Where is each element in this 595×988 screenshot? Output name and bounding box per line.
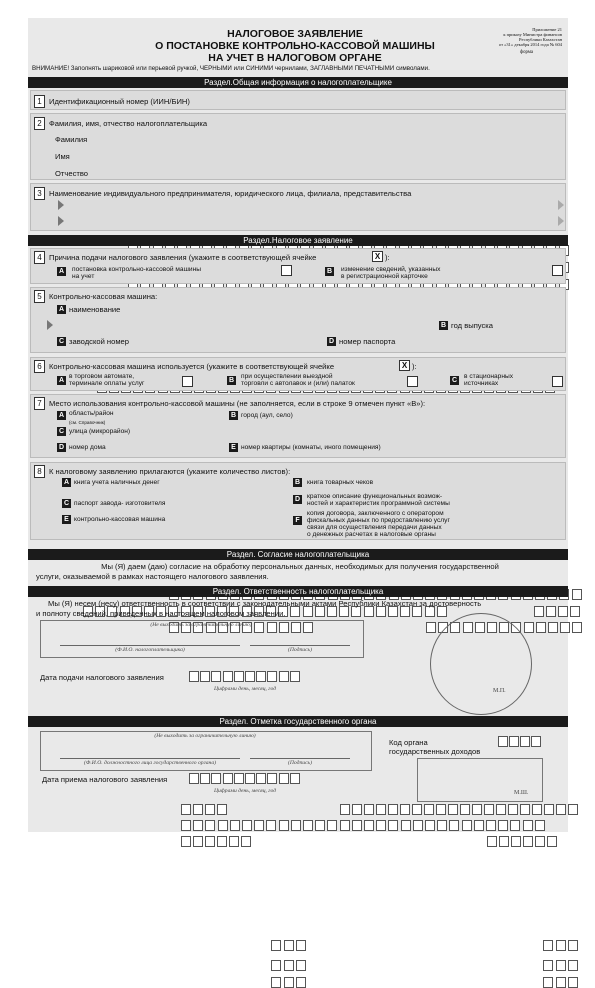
usage-b-checkbox[interactable] <box>407 376 418 387</box>
char-cell[interactable] <box>284 977 294 988</box>
reason-label-tail: ): <box>385 253 390 262</box>
char-cell[interactable] <box>376 820 386 831</box>
name-label: Имя <box>55 152 70 161</box>
char-cell[interactable] <box>200 773 210 784</box>
city-label: город (аул, село) <box>241 412 293 419</box>
passport-label: номер паспорта <box>339 337 396 346</box>
char-cell[interactable] <box>568 940 578 951</box>
char-cell[interactable] <box>543 960 553 971</box>
char-cell[interactable] <box>271 960 281 971</box>
char-cell[interactable] <box>532 804 542 815</box>
char-cell[interactable] <box>284 940 294 951</box>
location-label: Место использования контрольно-кассовой машины (не заполняется, если в строке 9 отмечен пункт «В»): <box>49 399 426 408</box>
fio-line <box>60 645 240 646</box>
usage-label: Контрольно-кассовая машина используется (укажите в соответствующей ячейке <box>49 362 335 371</box>
consent-text: Мы (Я) даем (даю) согласие на обработку персональных данных, необходимых для получения государственной услуги, оказываемой в рамках настоящего налогового заявления. <box>36 562 499 581</box>
patronymic-label: Отчество <box>55 169 89 178</box>
char-cell[interactable] <box>508 804 518 815</box>
option-letter: A <box>58 412 65 419</box>
arrow-right-icon <box>558 200 564 210</box>
char-cell[interactable] <box>486 820 496 831</box>
section-consent-bar: Раздел. Согласие налогоплательщика <box>28 549 568 560</box>
char-cell[interactable] <box>279 773 289 784</box>
arrow-right-icon <box>558 216 564 226</box>
char-cell[interactable] <box>543 940 553 951</box>
char-cell[interactable] <box>496 804 506 815</box>
row-number: 3 <box>34 187 45 200</box>
reason-b-checkbox[interactable] <box>552 265 563 276</box>
stamp-circle <box>430 613 532 715</box>
char-cell[interactable] <box>205 820 215 831</box>
char-cell[interactable] <box>245 773 255 784</box>
arrow-right-icon <box>58 200 64 210</box>
region-sublabel: (см. Справочник) <box>69 420 106 425</box>
x-mark-example: X <box>372 251 383 262</box>
serial-label: заводской номер <box>69 337 130 346</box>
row-number: 2 <box>34 117 45 130</box>
accept-date-label: Дата приема налогового заявления <box>42 775 168 784</box>
seal-label: М.Ш. <box>514 790 529 796</box>
option-letter: D <box>294 496 301 503</box>
char-cell[interactable] <box>296 960 306 971</box>
section-gov-bar: Раздел. Отметка государственного органа <box>28 716 568 727</box>
attach-a-text: книга учета наличных денег <box>74 479 160 486</box>
char-cell[interactable] <box>340 804 350 815</box>
char-cell[interactable] <box>211 671 221 682</box>
char-cell[interactable] <box>523 820 533 831</box>
surname-label: Фамилия <box>55 135 88 144</box>
row-1-iin <box>30 90 566 110</box>
char-cell[interactable] <box>291 820 301 831</box>
char-cell[interactable] <box>279 671 289 682</box>
attach-f-text: копия договора, заключенного с оператором фискальных данных по предоставлению услуг связи для осуществления передачи данных о денежных расчетах в налоговые органы <box>307 510 450 538</box>
char-cell[interactable] <box>570 606 580 617</box>
char-cell[interactable] <box>436 804 446 815</box>
row-number: 8 <box>34 465 45 478</box>
option-letter: A <box>63 479 70 486</box>
option-letter: E <box>62 515 71 524</box>
char-cell[interactable] <box>400 804 410 815</box>
char-cell[interactable] <box>193 820 203 831</box>
char-cell[interactable] <box>296 977 306 988</box>
usage-b-text: при осуществлении выездной торговли с автолавок и (или) палаток <box>241 373 355 387</box>
option-b-text: изменение сведений, указанных в регистрационной карточке <box>341 266 441 280</box>
char-cell[interactable] <box>556 977 566 988</box>
option-letter: B <box>440 322 447 329</box>
usage-a-text: в торговом автомате, терминале оплаты услуг <box>69 373 145 387</box>
char-cell[interactable] <box>303 820 313 831</box>
option-letter: C <box>63 500 70 507</box>
official-signature-line <box>250 758 350 759</box>
char-cell[interactable] <box>181 804 191 815</box>
char-cell[interactable] <box>388 820 398 831</box>
machine-label: Контрольно-кассовая машина: <box>49 292 158 301</box>
char-cell[interactable] <box>284 960 294 971</box>
official-signature-hint: (Подпись) <box>288 760 312 766</box>
option-letter: B <box>326 268 333 275</box>
option-letter: D <box>328 338 335 345</box>
fio-label: Фамилия, имя, отчество налогоплательщика <box>49 119 208 128</box>
section-general-bar: Раздел.Общая информация о налогоплательщике <box>28 77 568 88</box>
option-letter: C <box>58 338 65 345</box>
option-letter: E <box>229 443 238 452</box>
char-cell[interactable] <box>544 804 554 815</box>
row-2-fio <box>30 113 566 180</box>
responsibility-text: Мы (Я) несем (несу) ответственность в соответствии с законодательными актами Республики Казахстан за достоверность и полноту сведений, приведенных в настоящем налоговом заявлении. <box>36 599 482 618</box>
char-cell[interactable] <box>401 820 411 831</box>
char-cell[interactable] <box>193 804 203 815</box>
char-cell[interactable] <box>535 820 545 831</box>
form-title: НАЛОГОВОЕ ЗАЯВЛЕНИЕ О ПОСТАНОВКЕ КОНТРОЛЬНО-КАССОВОЙ МАШИНЫ НА УЧЕТ В НАЛОГОВОМ ОРГАНЕ <box>155 28 435 64</box>
char-cell[interactable] <box>498 736 508 747</box>
char-cell[interactable] <box>218 820 228 831</box>
char-cell[interactable] <box>568 804 578 815</box>
attach-e-text: контрольно-кассовая машина <box>74 516 166 523</box>
row-number: 6 <box>34 360 45 373</box>
attach-b-text: книга товарных чеков <box>307 479 374 486</box>
char-cell[interactable] <box>560 622 570 633</box>
option-letter: A <box>58 268 65 275</box>
char-cell[interactable] <box>462 820 472 831</box>
option-letter: B <box>228 377 235 384</box>
section-statement-bar: Раздел.Налоговое заявление <box>28 235 568 246</box>
char-cell[interactable] <box>474 820 484 831</box>
row-number: 4 <box>34 251 45 264</box>
official-fio-hint: (Ф.И.О. должностного лица государственного органа) <box>84 760 216 766</box>
usage-c-checkbox[interactable] <box>552 376 563 387</box>
char-cell[interactable] <box>543 977 553 988</box>
no-exit-hint: (Не выходить за ограничительную линию) <box>154 733 256 739</box>
signature-line <box>250 645 350 646</box>
submit-date-label: Дата подачи налогового заявления <box>40 673 164 682</box>
char-cell[interactable] <box>205 804 215 815</box>
fio-hint: (Ф.И.О. налогоплательщика) <box>115 647 185 653</box>
char-cell[interactable] <box>484 804 494 815</box>
machine-name-label: наименование <box>69 305 121 314</box>
char-cell[interactable] <box>254 820 264 831</box>
row-5-machine <box>30 287 566 353</box>
char-cell[interactable] <box>327 820 337 831</box>
char-cell[interactable] <box>424 804 434 815</box>
option-letter: D <box>58 444 65 451</box>
char-cell[interactable] <box>189 671 199 682</box>
year-label: год выпуска <box>451 321 494 330</box>
char-cell[interactable] <box>315 820 325 831</box>
char-cell[interactable] <box>242 820 252 831</box>
char-cell[interactable] <box>520 736 530 747</box>
char-cell[interactable] <box>256 671 266 682</box>
entity-name-label: Наименование индивидуального предпринимателя, юридического лица, филиала, представительства <box>49 189 412 198</box>
section-responsibility-bar: Раздел. Ответственность налогоплательщика <box>28 586 568 597</box>
char-cell[interactable] <box>524 622 534 633</box>
usage-a-checkbox[interactable] <box>182 376 193 387</box>
authority-code-label: Код органа государственных доходов <box>389 738 481 756</box>
char-cell[interactable] <box>536 622 546 633</box>
char-cell[interactable] <box>189 773 199 784</box>
char-cell[interactable] <box>388 804 398 815</box>
char-cell[interactable] <box>230 820 240 831</box>
char-cell[interactable] <box>296 940 306 951</box>
form-code-label: форма <box>520 50 533 55</box>
char-cell[interactable] <box>460 804 470 815</box>
char-cell[interactable] <box>509 736 519 747</box>
char-cell[interactable] <box>266 820 276 831</box>
char-cell[interactable] <box>412 804 422 815</box>
char-cell[interactable] <box>267 671 277 682</box>
row-7-location <box>30 394 566 458</box>
char-cell[interactable] <box>181 820 191 831</box>
char-cell[interactable] <box>352 820 362 831</box>
char-cell[interactable] <box>568 977 578 988</box>
char-cell[interactable] <box>572 622 582 633</box>
attachments-label: К налоговому заявлению прилагаются (укажите количество листов): <box>49 467 291 476</box>
char-cell[interactable] <box>548 622 558 633</box>
date-hint: Цифрами день, месяц, год <box>213 788 277 794</box>
no-exit-hint: (Не выходить за ограничительную линию) <box>150 622 252 628</box>
option-a-text: постановка контрольно-кассовой машины на учет <box>72 266 201 280</box>
char-cell[interactable] <box>413 820 423 831</box>
date-hint: Цифрами день, месяц, год <box>213 686 277 692</box>
char-cell[interactable] <box>472 804 482 815</box>
char-cell[interactable] <box>223 671 233 682</box>
house-label: номер дома <box>69 444 106 451</box>
stamp-mp-label: М.П. <box>493 688 506 694</box>
option-letter: A <box>58 306 65 313</box>
reason-label: Причина подачи налогового заявления (укажите в соответствующей ячейке <box>49 253 317 262</box>
reason-a-checkbox[interactable] <box>281 265 292 276</box>
arrow-right-icon <box>58 216 64 226</box>
attach-c-text: паспорт завода- изготовителя <box>74 500 166 507</box>
usage-c-text: в стационарных источниках <box>464 373 514 387</box>
option-letter: B <box>230 412 237 419</box>
char-cell[interactable] <box>271 977 281 988</box>
char-cell[interactable] <box>498 820 508 831</box>
char-cell[interactable] <box>211 773 221 784</box>
char-cell[interactable] <box>279 820 289 831</box>
apartment-label: номер квартиры (комнаты, иного помещения) <box>241 444 381 451</box>
row-4-reason <box>30 248 566 284</box>
row-number: 7 <box>34 397 45 410</box>
option-letter: F <box>293 516 302 525</box>
char-cell[interactable] <box>556 960 566 971</box>
street-label: улица (микрорайон) <box>69 428 131 435</box>
row-number: 1 <box>34 95 45 108</box>
char-cell[interactable] <box>556 940 566 951</box>
usage-label-tail: ): <box>412 362 417 371</box>
char-cell[interactable] <box>340 820 350 831</box>
char-cell[interactable] <box>256 773 266 784</box>
attach-d-text: краткое описание функциональных возмож- ностей и характеристик программной системы <box>307 493 450 507</box>
char-cell[interactable] <box>290 671 300 682</box>
char-cell[interactable] <box>234 773 244 784</box>
row-number: 5 <box>34 290 45 303</box>
char-cell[interactable] <box>290 773 300 784</box>
region-label: область/район <box>69 410 114 417</box>
iin-label: Идентификационный номер (ИИН/БИН) <box>49 97 190 106</box>
appendix-note: Приложение 21 к приказу Министра финансов Республики Казахстан от «31» декабря 2014 года № 604 <box>498 27 562 47</box>
option-letter: A <box>58 377 65 384</box>
char-cell[interactable] <box>425 820 435 831</box>
char-cell[interactable] <box>449 820 459 831</box>
char-cell[interactable] <box>234 671 244 682</box>
char-cell[interactable] <box>556 804 566 815</box>
char-cell[interactable] <box>426 622 436 633</box>
row-8-attachments <box>30 462 566 540</box>
x-mark-example: X <box>399 360 410 371</box>
char-cell[interactable] <box>364 820 374 831</box>
char-cell[interactable] <box>448 804 458 815</box>
char-cell[interactable] <box>352 804 362 815</box>
row-3-entity-name <box>30 183 566 231</box>
char-cell[interactable] <box>572 589 582 600</box>
char-cell[interactable] <box>531 736 541 747</box>
option-letter: C <box>58 428 65 435</box>
char-cell[interactable] <box>267 773 277 784</box>
char-cell[interactable] <box>437 820 447 831</box>
option-letter: B <box>294 479 301 486</box>
char-cell[interactable] <box>568 960 578 971</box>
option-letter: C <box>451 377 458 384</box>
char-cell[interactable] <box>271 940 281 951</box>
row-6-usage <box>30 357 566 391</box>
char-cell[interactable] <box>364 804 374 815</box>
signature-hint: (Подпись) <box>288 647 312 653</box>
char-cell[interactable] <box>223 773 233 784</box>
char-cell[interactable] <box>245 671 255 682</box>
char-cell[interactable] <box>510 820 520 831</box>
char-cell[interactable] <box>376 804 386 815</box>
official-fio-line <box>60 758 240 759</box>
arrow-right-icon <box>47 320 53 330</box>
warning-text: ВНИМАНИЕ! Заполнять шариковой или перьевой ручкой, ЧЕРНЫМИ или СИНИМИ чернилами, ЗАГЛАВНЫМИ ПЕЧАТНЫМИ символами. <box>32 65 430 72</box>
char-cell[interactable] <box>520 804 530 815</box>
char-cell[interactable] <box>217 804 227 815</box>
char-cell[interactable] <box>200 671 210 682</box>
